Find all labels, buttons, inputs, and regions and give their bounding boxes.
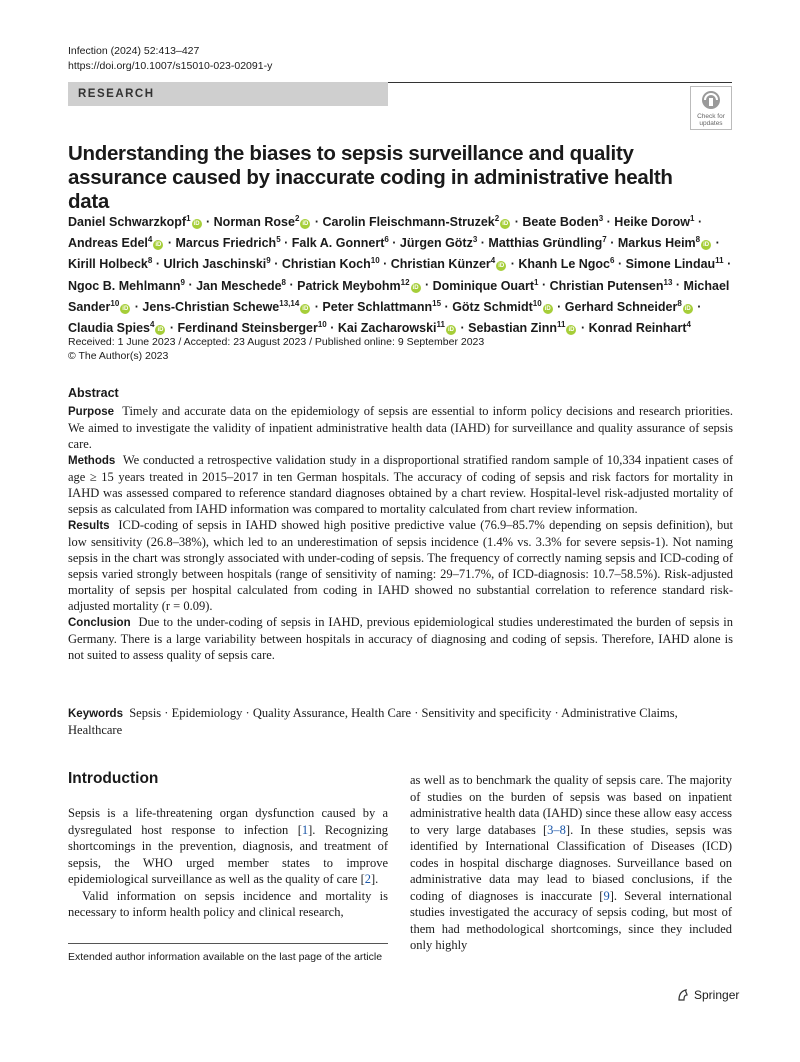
left-column bbox=[68, 805, 388, 921]
badge-line2: updates bbox=[699, 120, 723, 127]
author-name[interactable]: Markus Heim$^8$iD bbox=[617, 235, 710, 251]
abstract-section-label: Conclusion bbox=[68, 617, 131, 629]
author-name[interactable]: Peter Schlattmann$^{15}$ bbox=[322, 298, 442, 314]
affiliation-number: 10 bbox=[532, 298, 542, 308]
orcid-icon[interactable]: iD bbox=[684, 305, 691, 312]
abstract-section bbox=[68, 403, 733, 452]
citation-link[interactable]: 3–8 bbox=[547, 822, 566, 837]
affiliation-number: 3 bbox=[472, 235, 478, 245]
abstract-section-text: We conducted a retrospective validation study in a disproportional stratified random sample of 10,334 inpatient cases of age ≥ 15 years treated in 2015–2017 in ten German hospitals. The accuracy of coding of sepsis and risk factors for mortality in IAHD was assessed compared to reference standard diagnoses obtained by a chart review. Hospital-level risk-adjusted mortality of sepsis as calculated from IAHD information was compared to mortality calculated from chart review information. bbox=[68, 453, 733, 516]
affiliation-number: 9 bbox=[180, 277, 185, 287]
author-name[interactable]: Dominique Ouart$^1$ bbox=[432, 277, 539, 293]
abstract-section-text: Due to the under-coding of sepsis in IAHD, previous epidemiological studies underestimated the burden of sepsis in Germany. There is a large variability between hospitals in accuracy of diagnosing and coding of sepsis. Therefore, IAHD alone is not suited to assess quality of sepsis care. bbox=[68, 615, 733, 662]
affiliation-number: 4 bbox=[490, 256, 496, 266]
orcid-icon[interactable]: iD bbox=[448, 326, 454, 333]
affiliation-number: 12 bbox=[400, 277, 410, 287]
doi-link[interactable]: https://doi.org/10.1007/s15010-023-02091-y bbox=[68, 60, 273, 72]
intro-paragraph-continued: as well as to benchmark the quality of sepsis care. The majority of studies on the burden of sepsis was based on inpatient administrative health data (IAHD) since these allow easy access to very large databases [3–8]. In these studies, sepsis was identified by International Classification of Diseases (ICD) codes in hospital discharge diagnoses. Surveillance based on administrative data may lead to biased conclusions, if the coding of diagnoses is inaccurate [9]. Several international studies investigated the accuracy of sepsis coding, but most of them had methodological shortcomings, since they included only highly bbox=[410, 773, 732, 952]
copyright-line: © The Author(s) 2023 bbox=[68, 350, 169, 362]
abstract-body bbox=[68, 403, 733, 663]
author-name[interactable]: Norman Rose$^2$iD bbox=[213, 214, 309, 230]
author-name[interactable]: Matthias Gründling$^7$ bbox=[488, 235, 607, 251]
author-name[interactable]: Jens-Christian Schewe$^{13,14}$iD bbox=[142, 298, 309, 314]
orcid-icon[interactable]: iD bbox=[568, 326, 575, 333]
abstract-section-label: Methods bbox=[68, 455, 116, 467]
orcid-icon[interactable]: iD bbox=[155, 242, 162, 249]
section-label: RESEARCH bbox=[78, 88, 155, 100]
author-name[interactable]: Patrick Meybohm$^{12}$iD bbox=[297, 277, 419, 293]
affiliation-number: 11 bbox=[557, 319, 566, 329]
author-name[interactable]: Kai Zacharowski$^{11}$iD bbox=[337, 319, 454, 335]
affiliation-number: 8 bbox=[281, 277, 286, 287]
abstract-heading: Abstract bbox=[68, 386, 119, 400]
affiliation-number: 6 bbox=[384, 235, 389, 245]
author-name[interactable]: Falk A. Gonnert$^6$ bbox=[291, 235, 389, 251]
author-name[interactable]: Beate Boden$^3$ bbox=[522, 214, 604, 230]
affiliation-number: 8 bbox=[147, 256, 153, 266]
abstract-section-text: ICD-coding of sepsis in IAHD showed high positive predictive value (76.9–85.7% depending on sepsis definition), but low sensitivity (26.8–38%), which led to an underestimation of sepsis incidence (1.4% vs. 3.3% for severe sepsis-1). Not naming sepsis in the chart was strongly associated with under-coding of sepsis. The frequency of correctly naming sepsis and ICD-coding of sepsis varied strongly between hospitals (range of sensitivity of naming: 29–71.7%, of ICD-diagnosis: 10.7–58.5%). Risk-adjusted mortality of sepsis per hospital calculated from coding in IAHD showed no substantial correlation to reference standard risk-adjusted mortality (r = 0.09). bbox=[68, 518, 733, 613]
author-name[interactable]: Ulrich Jaschinski$^9$ bbox=[163, 256, 271, 272]
footnote-divider bbox=[68, 943, 388, 944]
affiliation-number: 8 bbox=[695, 235, 701, 245]
footnote: Extended author information available on the last page of the article bbox=[68, 951, 383, 963]
affiliation-number: 6 bbox=[610, 256, 615, 266]
header-divider bbox=[388, 82, 732, 83]
author-name[interactable]: Marcus Friedrich$^5$ bbox=[175, 235, 281, 251]
orcid-icon[interactable]: iD bbox=[302, 305, 309, 312]
orcid-icon[interactable]: iD bbox=[157, 326, 164, 333]
affiliation-number: 4 bbox=[149, 319, 155, 329]
author-name[interactable]: Michael Sander$^{10}$iD bbox=[68, 278, 730, 314]
affiliation-number: 11 bbox=[715, 256, 724, 266]
right-column bbox=[410, 772, 732, 954]
author-name[interactable]: Christian Putensen$^{13}$ bbox=[549, 277, 673, 293]
affiliation-number: 13 bbox=[663, 277, 673, 287]
badge-line1: Check for bbox=[697, 113, 725, 120]
citation-link[interactable]: 2 bbox=[364, 872, 372, 886]
keywords-label: Keywords bbox=[68, 708, 123, 720]
affiliation-number: 2 bbox=[494, 214, 500, 223]
author-name[interactable]: Khanh Le Ngoc$^6$ bbox=[518, 256, 615, 272]
affiliation-number: 1 bbox=[534, 277, 539, 287]
abstract-section-text: Timely and accurate data on the epidemiology of sepsis are essential to inform policy decisions and research priorities. We aimed to investigate the validity of inpatient administrative health data (IAHD) for surveillance and quality assurance of sepsis care. bbox=[68, 404, 734, 451]
author-name[interactable]: Daniel Schwarzkopf$^1$iD bbox=[68, 214, 200, 230]
orcid-icon[interactable]: iD bbox=[502, 221, 509, 228]
affiliation-number: 11 bbox=[436, 319, 445, 329]
author-name[interactable]: Götz Schmidt$^{10}$iD bbox=[452, 298, 551, 314]
author-name[interactable]: Christian Künzer$^4$iD bbox=[390, 256, 505, 272]
citation-link[interactable]: 9 bbox=[603, 888, 610, 903]
author-name[interactable]: Kirill Holbeck$^8$ bbox=[68, 256, 153, 272]
orcid-icon[interactable]: iD bbox=[193, 221, 200, 228]
author-name[interactable]: Christian Koch$^{10}$ bbox=[281, 256, 380, 272]
author-list: Daniel Schwarzkopf$^1$iD · Norman Rose$^2$iD · Carolin Fleischmann-Struzek$^2$iD · Beate Boden$^3$ · Heike Dorow$^1$ · Andreas Edel$^4$iD · Marcus Friedrich$^5$ · Falk A. Gonnert$^6$ · Jürgen Götz$^3$ · Matthias Gründling$^7$ · Markus Heim$^8$iD · Kirill Holbeck$^8$ · Ulrich Jaschinski$^9$ · Christian Koch$^{10}$ · Christian Künzer$^4$iD · Khanh Le Ngoc$^6$ · Simone Lindau$^{11}$ · Ngoc B. Mehlmann$^9$ · Jan Meschede$^8$ · Patrick Meybohm$^{12}$iD · Dominique Ouart$^1$ · Christian Putensen$^{13}$ · Michael Sander$^{10}$iD · Jens-Christian Schewe$^{13,14}$iD · Peter Schlattmann$^{15}$ · Götz Schmidt$^{10}$iD · Gerhard Schneider$^8$iD · Claudia Spies$^4$iD · Ferdinand Steinsberger$^{10}$ · Kai Zacharowski$^{11}$iD · Sebastian Zinn$^{11}$iD · Konrad Reinhart$^4$ bbox=[68, 214, 732, 335]
citation-link[interactable]: 1 bbox=[301, 822, 309, 837]
abstract-section-label: Purpose bbox=[68, 406, 115, 418]
abstract-section bbox=[68, 452, 733, 517]
orcid-icon[interactable]: iD bbox=[544, 305, 551, 312]
affiliation-number: 10 bbox=[110, 298, 120, 308]
journal-info bbox=[68, 44, 272, 74]
keywords-text: Sepsis · Epidemiology · Quality Assurance, Health Care · Sensitivity and specificity · Administrative Claims, Healthcare bbox=[68, 706, 678, 737]
publication-dates bbox=[68, 335, 484, 363]
affiliation-number: 1 bbox=[186, 214, 191, 223]
orcid-icon[interactable]: iD bbox=[703, 242, 710, 249]
affiliation-number: 7 bbox=[602, 235, 607, 245]
author-name[interactable]: Ngoc B. Mehlmann$^9$ bbox=[68, 277, 185, 293]
article-title: Understanding the biases to sepsis surveillance and quality assurance caused by inaccurate coding in administrative health data bbox=[68, 142, 673, 213]
author-name[interactable]: Andreas Edel$^4$iD bbox=[68, 235, 162, 251]
author-name[interactable]: Ferdinand Steinsberger$^{10}$ bbox=[177, 319, 327, 335]
affiliation-number: 4 bbox=[147, 235, 153, 245]
affiliation-number: 10 bbox=[370, 256, 380, 266]
author-name[interactable]: Carolin Fleischmann-Struzek$^2$iD bbox=[322, 214, 509, 230]
affiliation-number: 2 bbox=[294, 214, 300, 223]
intro-paragraph-1: Sepsis is a life-threatening organ dysfunction caused by a dysregulated host response to infection [1]. Recognizing shortcomings in the prevention, diagnosis, and treatment of sepsis, the WHO urged member states to improve epidemiological surveillance as well as the quality of care [2]. bbox=[68, 806, 388, 886]
author-name[interactable]: Claudia Spies$^4$iD bbox=[68, 319, 164, 335]
affiliation-number: 15 bbox=[432, 298, 442, 308]
introduction-heading: Introduction bbox=[68, 770, 159, 787]
publisher-logo bbox=[676, 988, 739, 1002]
affiliation-number: 9 bbox=[266, 256, 271, 266]
abstract-section bbox=[68, 614, 733, 663]
dates-line: Received: 1 June 2023 / Accepted: 23 August 2023 / Published online: 9 September 2023 bbox=[68, 336, 485, 348]
affiliation-number: 4 bbox=[686, 319, 691, 329]
keywords bbox=[68, 705, 708, 738]
publisher-name: Springer bbox=[694, 988, 740, 1002]
intro-paragraph-2: Valid information on sepsis incidence and mortality is necessary to inform health policy and clinical research, bbox=[68, 888, 388, 919]
orcid-icon[interactable]: iD bbox=[412, 284, 419, 291]
orcid-icon[interactable]: iD bbox=[122, 305, 129, 312]
author-name[interactable]: Sebastian Zinn$^{11}$iD bbox=[468, 319, 575, 335]
affiliation-number: 3 bbox=[598, 214, 604, 223]
author-name[interactable]: Jürgen Götz$^3$ bbox=[399, 235, 478, 251]
affiliation-number: 5 bbox=[276, 235, 281, 245]
affiliation-number: 8 bbox=[677, 298, 682, 308]
author-name[interactable]: Heike Dorow$^1$ bbox=[614, 214, 695, 230]
orcid-icon[interactable]: iD bbox=[498, 263, 505, 270]
check-for-updates-badge[interactable] bbox=[690, 86, 732, 130]
affiliation-number: 1 bbox=[690, 214, 695, 223]
check-for-updates-icon bbox=[690, 86, 732, 130]
author-name[interactable]: Konrad Reinhart$^4$ bbox=[588, 319, 691, 335]
orcid-icon[interactable]: iD bbox=[302, 221, 309, 228]
journal-citation: Infection (2024) 52:413–427 bbox=[68, 45, 200, 57]
springer-horse-icon bbox=[676, 988, 690, 1002]
author-name[interactable]: Jan Meschede$^8$ bbox=[196, 277, 286, 293]
author-name[interactable]: Gerhard Schneider$^8$iD bbox=[564, 298, 691, 314]
author-name[interactable]: Simone Lindau$^{11}$ bbox=[625, 256, 724, 272]
abstract-section bbox=[68, 517, 733, 614]
affiliation-number: 13,14 bbox=[279, 298, 300, 308]
abstract-section-label: Results bbox=[68, 520, 110, 532]
affiliation-number: 10 bbox=[317, 319, 327, 329]
